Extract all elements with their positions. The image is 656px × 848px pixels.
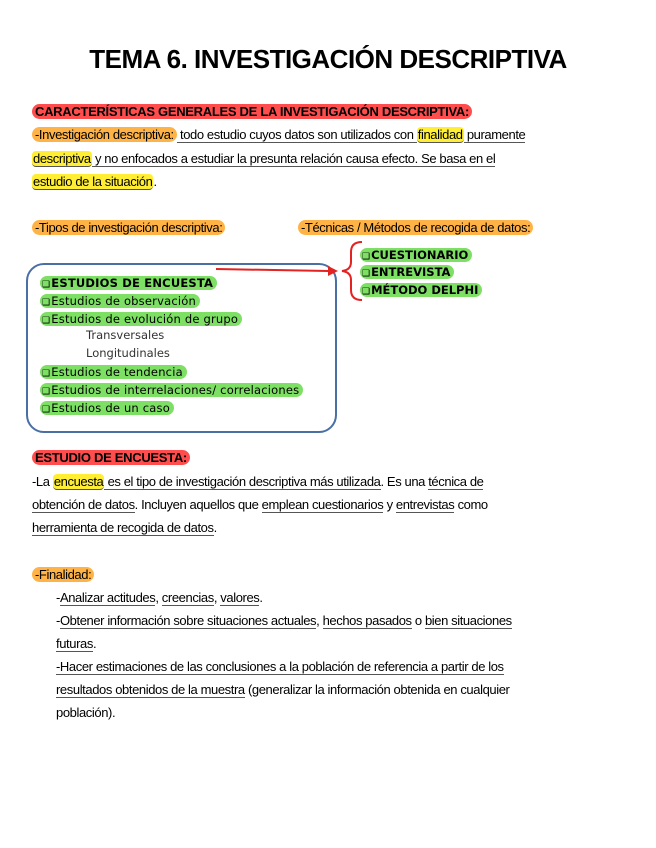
- checkbox-icon: ❑: [42, 369, 51, 379]
- tipos-heading: -Tipos de investigación descriptiva:: [32, 220, 225, 235]
- tipo-item-1: ❑ESTUDIOS DE ENCUESTA: [40, 274, 217, 292]
- checkbox-icon: ❑: [362, 269, 371, 279]
- checkbox-icon: ❑: [42, 298, 51, 308]
- finalidad-heading: -Finalidad:: [32, 567, 94, 582]
- tecnica-item-3: ❑MÉTODO DELPHI: [360, 281, 482, 299]
- checkbox-icon: ❑: [42, 280, 51, 290]
- finalidad-line-6: población).: [56, 705, 116, 720]
- tecnicas-heading: -Técnicas / Métodos de recogida de datos:: [298, 220, 533, 235]
- page-title: TEMA 6. INVESTIGACIÓN DESCRIPTIVA: [89, 44, 567, 74]
- label-investigacion-descriptiva: -Investigación descriptiva:: [32, 127, 177, 142]
- finalidad-line-5: resultados obtenidos de la muestra (generalizar la información obtenida en cualquier: [56, 682, 510, 697]
- encuesta-line-1: -La encuesta es el tipo de investigación descriptiva más utilizada. Es una técnica de: [32, 474, 484, 489]
- encuesta-line-2: obtención de datos. Incluyen aquellos que emplean cuestionarios y entrevistas como: [32, 497, 488, 512]
- tecnica-item-1: ❑CUESTIONARIO: [360, 246, 472, 264]
- tipo-item-2: ❑Estudios de observación: [40, 292, 200, 310]
- encuesta-line-3: herramienta de recogida de datos.: [32, 520, 217, 535]
- arrow-icon: [210, 240, 370, 310]
- finalidad-line-4: -Hacer estimaciones de las conclusiones a la población de referencia a partir de los: [56, 659, 504, 674]
- finalidad-line-2: -Obtener información sobre situaciones actuales, hechos pasados o bien situaciones: [56, 613, 512, 628]
- checkbox-icon: ❑: [362, 287, 371, 297]
- checkbox-icon: ❑: [42, 387, 51, 397]
- finalidad-line-1: -Analizar actitudes, creencias, valores.: [56, 590, 263, 605]
- checkbox-icon: ❑: [42, 316, 51, 326]
- sub-item-transversales: Transversales: [86, 328, 165, 342]
- checkbox-icon: ❑: [362, 252, 371, 262]
- caracteristicas-line-1: -Investigación descriptiva: todo estudio cuyos datos son utilizados con finalidad puramente: [32, 127, 525, 142]
- checkbox-icon: ❑: [42, 405, 51, 415]
- tipo-item-6: ❑Estudios de un caso: [40, 399, 174, 417]
- finalidad-line-3: futuras.: [56, 636, 97, 651]
- sub-item-longitudinales: Longitudinales: [86, 346, 170, 360]
- caracteristicas-line-2: descriptiva y no enfocados a estudiar la presunta relación causa efecto. Se basa en el: [33, 151, 496, 166]
- tipo-item-5: ❑Estudios de interrelaciones/ correlaciones: [40, 381, 303, 399]
- tipo-item-4: ❑Estudios de tendencia: [40, 363, 187, 381]
- tipo-item-3: ❑Estudios de evolución de grupo: [40, 310, 242, 328]
- caracteristicas-line-3: estudio de la situación.: [33, 174, 157, 189]
- section-heading-caracteristicas: CARACTERÍSTICAS GENERALES DE LA INVESTIGACIÓN DESCRIPTIVA:: [32, 104, 472, 119]
- tecnica-item-2: ❑ENTREVISTA: [360, 263, 454, 281]
- section-heading-encuesta: ESTUDIO DE ENCUESTA:: [32, 450, 190, 465]
